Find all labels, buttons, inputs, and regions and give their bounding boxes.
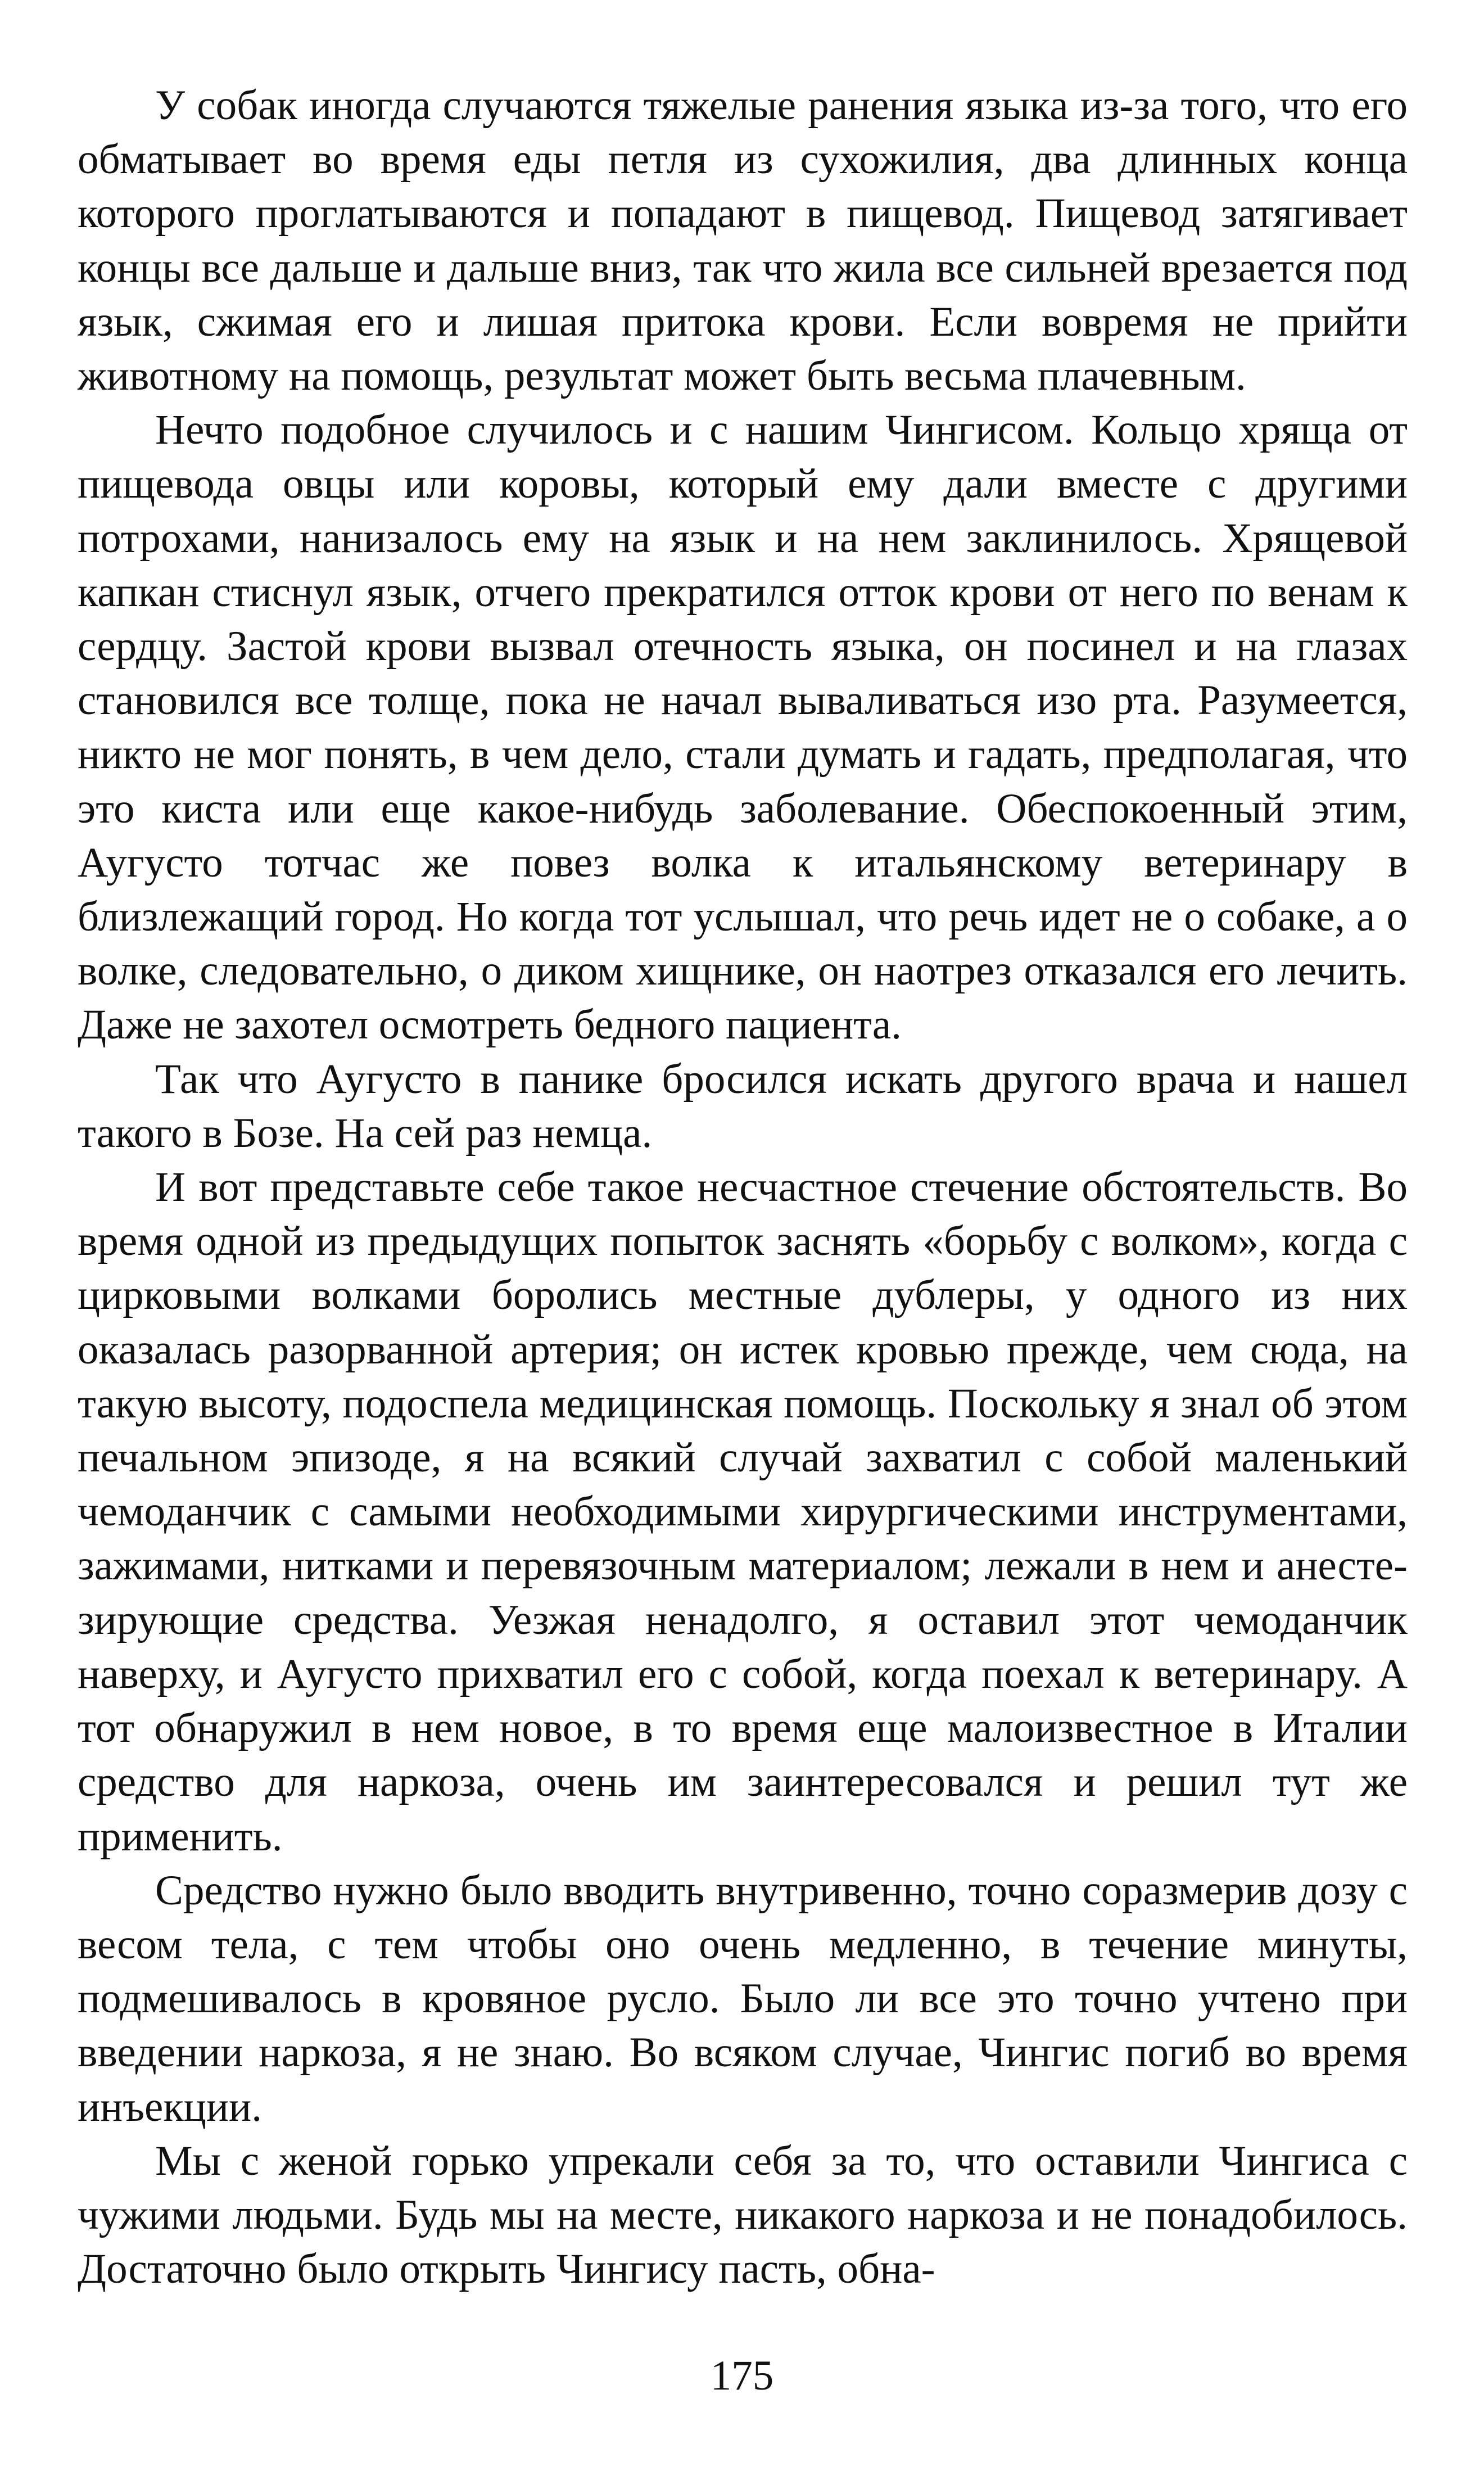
- paragraph-3: Так что Аугусто в панике бросился искать другого врача и нашел такого в Бозе. На сей раз немца.: [78, 1055, 1408, 1157]
- paragraph-1: У собак иногда случаются тяжелые ранения языка из-за того, что его обматывает во время еды петля из сухожилия, два длинных конца которого проглатываются и попадают в пищевод. Пищевод затягивает концы все дальше и дальше вниз, так что жила все сильней врезается под язык, сжимая его и лишая притока крови. Если вовремя не прийти животному на помощь, результат может быть весьма плачевным.: [78, 82, 1408, 400]
- body-text: [78, 79, 1408, 2296]
- page-number: 175: [710, 2352, 774, 2399]
- paragraph-6: Мы с женой горько упрекали себя за то, что оставили Чингиса с чужими людьми. Будь мы на месте, никакого наркоза и не понадобилось. Достаточно было открыть Чингису пасть, обна-: [78, 2137, 1408, 2293]
- paragraph-5: Средство нужно было вводить внутривенно, точно соразмерив дозу с весом тела, с тем чтобы оно очень медленно, в течение минуты, подмешивалось в кровяное русло. Было ли все это точно учтено при введении наркоза, я не знаю. Во всяком случае, Чингис погиб во время инъекции.: [78, 1867, 1408, 2130]
- paragraph-2: Нечто подобное случилось и с нашим Чингисом. Кольцо хряща от пищевода овцы или коровы, который ему дали вместе с другими потрохами, нанизалось ему на язык и на нем заклинилось. Хрящевой капкан стиснул язык, отчего прекратился отток крови от него по венам к сердцу. Застой крови вызвал отечность языка, он посинел и на глазах становился все толще, пока не начал вываливаться изо рта. Разумеется, никто не мог понять, в чем дело, стали думать и гадать, предполагая, что это киста или еще какое-нибудь заболевание. Обеспокоенный этим, Аугусто тотчас же повез волка к итальянскому ветеринару в близлежащий город. Но когда тот услышал, что речь идет не о собаке, а о волке, следовательно, о диком хищнике, он наотрез отказался его лечить. Даже не захотел осмотреть бедного пациента.: [78, 407, 1408, 1049]
- paragraph-4: И вот представьте себе такое несчастное стечение обстоятельств. Во время одной из предыдущих попыток заснять «борьбу с волком», когда с цирковыми волками боролись местные дублеры, у одного из них оказалась разорванной артерия; он истек кровью прежде, чем сюда, на такую высоту, подоспела медицинская помощь. Поскольку я знал об этом печальном эпизоде, я на всякий случай захватил с собой маленький чемоданчик с самыми необходимыми хирургическими инструментами, зажимами, нитками и перевязочным материалом; лежали в нем и анестезирующие средства. Уезжая ненадолго, я оставил этот чемоданчик наверху, и Аугусто прихватил его с собой, когда поехал к ветеринару. А тот обнаружил в нем новое, в то время еще малоизвестное в Италии средство для наркоза, очень им заинтересовался и решил тут же применить.: [78, 1164, 1408, 1860]
